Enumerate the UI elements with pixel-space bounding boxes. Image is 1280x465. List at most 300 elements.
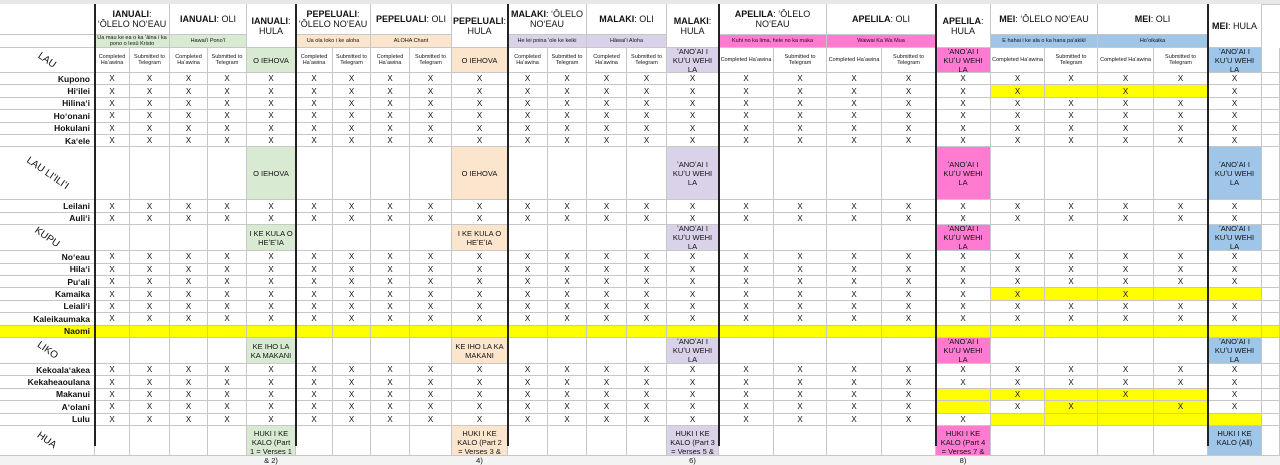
check-cell[interactable]: X [627,376,667,388]
check-cell[interactable]: X [208,110,247,122]
check-cell[interactable]: X [719,85,774,97]
check-cell[interactable]: X [936,123,991,135]
check-cell[interactable]: X [1045,123,1098,135]
check-cell[interactable]: X [587,135,627,147]
check-cell[interactable]: X [247,135,296,147]
check-cell[interactable]: X [452,376,508,388]
check-cell[interactable]: X [130,98,170,110]
check-cell[interactable]: X [827,414,882,426]
check-cell[interactable]: X [95,301,130,313]
check-cell[interactable]: X [95,200,130,212]
check-cell[interactable]: X [130,288,170,300]
month-subtitle[interactable]: Kuhi no ka lima, hele no ka maka [719,35,827,48]
check-cell[interactable]: X [1208,401,1262,413]
check-cell[interactable]: X [410,200,452,212]
check-cell[interactable]: X [1098,251,1154,263]
check-cell[interactable]: X [371,73,410,85]
check-cell[interactable]: X [1208,98,1262,110]
empty-cell[interactable] [410,225,452,251]
student-name[interactable]: Lulu [0,414,95,426]
check-cell[interactable]: X [827,313,882,325]
check-cell[interactable]: X [371,414,410,426]
check-cell[interactable] [1154,414,1208,426]
check-cell[interactable]: X [1154,123,1208,135]
check-cell[interactable]: X [333,200,371,212]
check-cell[interactable]: X [548,251,587,263]
check-cell[interactable]: X [1154,364,1208,376]
check-cell[interactable]: X [130,389,170,401]
hula-song-cell[interactable]: O IEHOVA [247,147,296,200]
check-cell[interactable]: X [371,313,410,325]
check-cell[interactable]: X [371,376,410,388]
check-cell[interactable] [1154,389,1208,401]
check-cell[interactable]: X [95,376,130,388]
check-cell[interactable]: X [719,313,774,325]
empty-cell[interactable] [508,225,548,251]
check-cell[interactable]: X [991,264,1045,276]
check-cell[interactable]: X [719,213,774,225]
check-cell[interactable]: X [170,98,208,110]
check-cell[interactable]: X [667,213,719,225]
hula-song-cell[interactable]: HUKI I KE KALO (Part 1 = Verses 1 & 2) [247,426,296,456]
hula-song-cell[interactable]: ʻANOʻAI I KUʻU WEHI LA [667,225,719,251]
empty-cell[interactable] [1045,225,1098,251]
check-cell[interactable]: X [130,313,170,325]
empty-cell[interactable] [548,426,587,456]
check-cell[interactable]: X [882,401,936,413]
check-cell[interactable]: X [936,264,991,276]
check-cell[interactable]: X [627,73,667,85]
check-cell[interactable]: X [882,264,936,276]
empty-cell[interactable] [410,147,452,200]
check-cell[interactable] [130,326,170,338]
student-name[interactable]: Makanui [0,389,95,401]
empty-cell[interactable] [130,426,170,456]
check-cell[interactable]: X [1154,110,1208,122]
empty-cell[interactable] [548,225,587,251]
check-cell[interactable] [410,326,452,338]
check-cell[interactable]: X [587,389,627,401]
check-cell[interactable]: X [130,364,170,376]
check-cell[interactable]: X [1154,264,1208,276]
check-cell[interactable]: X [627,135,667,147]
check-cell[interactable] [1045,414,1098,426]
check-cell[interactable]: X [333,313,371,325]
check-cell[interactable]: X [667,301,719,313]
check-cell[interactable]: X [827,364,882,376]
check-cell[interactable]: X [548,85,587,97]
check-cell[interactable]: X [508,301,548,313]
check-cell[interactable]: X [247,313,296,325]
empty-cell[interactable] [1045,147,1098,200]
month-header[interactable] [452,4,508,48]
check-cell[interactable]: X [936,301,991,313]
empty-cell[interactable] [1154,225,1208,251]
check-cell[interactable]: X [667,364,719,376]
hula-song-cell[interactable]: KE IHO LA KA MAKANI [452,338,508,364]
check-cell[interactable]: X [827,251,882,263]
check-cell[interactable]: X [991,401,1045,413]
check-cell[interactable]: X [627,364,667,376]
check-cell[interactable]: X [936,364,991,376]
student-name[interactable]: Leialiʻi [0,301,95,313]
check-cell[interactable]: X [247,414,296,426]
check-cell[interactable]: X [95,389,130,401]
check-cell[interactable]: X [774,85,827,97]
empty-cell[interactable] [333,225,371,251]
check-cell[interactable]: X [587,301,627,313]
check-cell[interactable]: X [1154,135,1208,147]
check-cell[interactable]: X [170,110,208,122]
check-cell[interactable]: X [452,288,508,300]
check-cell[interactable]: X [95,213,130,225]
check-cell[interactable]: X [882,288,936,300]
check-cell[interactable]: X [130,301,170,313]
check-cell[interactable]: X [667,73,719,85]
check-cell[interactable]: X [410,123,452,135]
check-cell[interactable]: X [587,401,627,413]
check-cell[interactable]: X [130,414,170,426]
check-cell[interactable]: X [1208,264,1262,276]
check-cell[interactable]: X [587,364,627,376]
check-cell[interactable]: X [371,213,410,225]
check-cell[interactable]: X [667,98,719,110]
check-cell[interactable]: X [774,288,827,300]
check-cell[interactable]: X [882,251,936,263]
month-subtitle[interactable]: Ua mau ke ea o ka ʻāina i ka pono o Iesū Kristo [95,35,170,48]
check-cell[interactable]: X [130,85,170,97]
check-cell[interactable]: X [247,364,296,376]
check-cell[interactable]: X [508,401,548,413]
check-cell[interactable]: X [1154,376,1208,388]
check-cell[interactable]: X [130,200,170,212]
check-cell[interactable]: X [208,73,247,85]
check-cell[interactable]: X [774,301,827,313]
empty-cell[interactable] [508,338,548,364]
empty-cell[interactable] [170,338,208,364]
check-cell[interactable]: X [333,73,371,85]
empty-cell[interactable] [827,338,882,364]
check-cell[interactable]: X [452,301,508,313]
check-cell[interactable]: X [719,401,774,413]
check-cell[interactable]: X [667,110,719,122]
empty-cell[interactable] [827,147,882,200]
check-cell[interactable]: X [208,213,247,225]
student-name[interactable]: Hiʻilei [0,85,95,97]
check-cell[interactable]: X [371,110,410,122]
check-cell[interactable]: X [296,376,333,388]
check-cell[interactable]: X [719,288,774,300]
check-cell[interactable]: X [130,110,170,122]
empty-cell[interactable] [170,147,208,200]
check-cell[interactable]: X [1098,135,1154,147]
month-header[interactable] [827,4,936,35]
check-cell[interactable]: X [774,401,827,413]
check-cell[interactable]: X [333,264,371,276]
empty-cell[interactable] [1154,426,1208,456]
empty-cell[interactable] [296,147,333,200]
empty-cell[interactable] [882,338,936,364]
check-cell[interactable]: X [827,301,882,313]
check-cell[interactable]: X [719,264,774,276]
check-cell[interactable]: X [170,401,208,413]
check-cell[interactable]: X [1208,213,1262,225]
check-cell[interactable]: X [991,251,1045,263]
check-cell[interactable]: X [508,200,548,212]
check-cell[interactable]: X [587,110,627,122]
check-cell[interactable]: X [170,251,208,263]
check-cell[interactable]: X [991,85,1045,97]
check-cell[interactable]: X [247,301,296,313]
check-cell[interactable]: X [130,135,170,147]
check-cell[interactable]: X [508,376,548,388]
check-cell[interactable]: X [452,110,508,122]
check-cell[interactable]: X [333,288,371,300]
check-cell[interactable]: X [1208,376,1262,388]
check-cell[interactable]: X [247,251,296,263]
check-cell[interactable]: X [719,135,774,147]
check-cell[interactable]: X [170,85,208,97]
month-header[interactable] [508,4,587,35]
check-cell[interactable]: X [1098,276,1154,288]
check-cell[interactable]: X [333,301,371,313]
check-cell[interactable]: X [296,110,333,122]
check-cell[interactable]: X [1045,251,1098,263]
month-subtitle[interactable]: E hahai i ke ala o ka hana paʻakikī [991,35,1098,48]
month-header[interactable] [95,4,170,35]
check-cell[interactable]: X [587,200,627,212]
hula-song-cell[interactable]: O IEHOVA [452,147,508,200]
check-cell[interactable]: X [936,135,991,147]
check-cell[interactable]: X [1154,213,1208,225]
check-cell[interactable]: X [936,110,991,122]
check-cell[interactable]: X [508,98,548,110]
month-header[interactable] [1208,4,1262,48]
empty-cell[interactable] [1154,147,1208,200]
check-cell[interactable]: X [667,288,719,300]
check-cell[interactable]: X [627,200,667,212]
check-cell[interactable]: X [991,200,1045,212]
check-cell[interactable]: X [548,98,587,110]
check-cell[interactable]: X [333,376,371,388]
check-cell[interactable]: X [410,414,452,426]
check-cell[interactable]: X [587,73,627,85]
check-cell[interactable]: X [1208,85,1262,97]
check-cell[interactable]: X [95,276,130,288]
check-cell[interactable]: X [410,276,452,288]
check-cell[interactable]: X [410,389,452,401]
empty-cell[interactable] [170,225,208,251]
check-cell[interactable]: X [882,301,936,313]
check-cell[interactable]: X [1208,364,1262,376]
check-cell[interactable]: X [774,213,827,225]
check-cell[interactable]: X [719,301,774,313]
month-header[interactable] [371,4,452,35]
check-cell[interactable]: X [1098,389,1154,401]
check-cell[interactable]: X [410,364,452,376]
student-name[interactable]: Naomi [0,326,95,338]
student-name[interactable]: Kekaheaoulana [0,376,95,388]
check-cell[interactable] [936,401,991,413]
check-cell[interactable]: X [208,85,247,97]
check-cell[interactable] [827,326,882,338]
month-subtitle[interactable]: Hoʻoikaika [1098,35,1208,48]
check-cell[interactable]: X [410,98,452,110]
check-cell[interactable]: X [936,85,991,97]
check-cell[interactable]: X [296,98,333,110]
check-cell[interactable]: X [882,85,936,97]
check-cell[interactable]: X [991,135,1045,147]
empty-cell[interactable] [627,338,667,364]
check-cell[interactable] [1045,288,1098,300]
check-cell[interactable]: X [882,213,936,225]
check-cell[interactable]: X [1098,264,1154,276]
empty-cell[interactable] [130,225,170,251]
hula-song-cell[interactable]: ʻANOʻAI I KUʻU WEHI LA [1208,48,1262,73]
check-cell[interactable]: X [991,288,1045,300]
empty-cell[interactable] [719,426,774,456]
check-cell[interactable]: X [296,200,333,212]
empty-cell[interactable] [296,225,333,251]
check-cell[interactable]: X [774,264,827,276]
check-cell[interactable] [208,326,247,338]
check-cell[interactable]: X [95,288,130,300]
check-cell[interactable]: X [667,123,719,135]
student-name[interactable]: Hilinaʻi [0,98,95,110]
check-cell[interactable]: X [208,288,247,300]
check-cell[interactable]: X [627,288,667,300]
check-cell[interactable]: X [208,376,247,388]
check-cell[interactable]: X [548,213,587,225]
check-cell[interactable]: X [1098,200,1154,212]
check-cell[interactable]: X [774,251,827,263]
check-cell[interactable]: X [95,264,130,276]
check-cell[interactable]: X [936,200,991,212]
check-cell[interactable]: X [247,376,296,388]
check-cell[interactable]: X [719,389,774,401]
check-cell[interactable]: X [508,364,548,376]
check-cell[interactable]: X [410,401,452,413]
month-subtitle[interactable]: Waiwai Ka Wa Mua [827,35,936,48]
check-cell[interactable]: X [774,135,827,147]
check-cell[interactable]: X [774,376,827,388]
empty-cell[interactable] [587,426,627,456]
student-name[interactable]: Puʻali [0,276,95,288]
hula-song-cell[interactable]: O IEHOVA [247,48,296,73]
check-cell[interactable]: X [548,123,587,135]
check-cell[interactable]: X [1208,389,1262,401]
check-cell[interactable] [247,326,296,338]
check-cell[interactable]: X [1045,301,1098,313]
empty-cell[interactable] [587,225,627,251]
check-cell[interactable]: X [208,364,247,376]
check-cell[interactable]: X [296,73,333,85]
check-cell[interactable]: X [296,135,333,147]
check-cell[interactable]: X [1154,276,1208,288]
check-cell[interactable]: X [1208,276,1262,288]
check-cell[interactable]: X [333,276,371,288]
check-cell[interactable]: X [333,135,371,147]
check-cell[interactable]: X [991,389,1045,401]
check-cell[interactable]: X [827,213,882,225]
check-cell[interactable]: X [548,200,587,212]
check-cell[interactable]: X [587,376,627,388]
check-cell[interactable]: X [627,213,667,225]
student-name[interactable]: Kaleikaumaka [0,313,95,325]
check-cell[interactable]: X [882,376,936,388]
empty-cell[interactable] [95,225,130,251]
check-cell[interactable]: X [170,301,208,313]
check-cell[interactable]: X [333,110,371,122]
check-cell[interactable]: X [130,213,170,225]
month-header[interactable] [719,4,827,35]
check-cell[interactable]: X [247,276,296,288]
check-cell[interactable]: X [508,414,548,426]
month-header[interactable] [247,4,296,48]
empty-cell[interactable] [1098,225,1154,251]
empty-cell[interactable] [296,338,333,364]
check-cell[interactable]: X [882,73,936,85]
check-cell[interactable]: X [1208,73,1262,85]
check-cell[interactable]: X [1045,313,1098,325]
hula-song-cell[interactable]: ʻANOʻAI I KUʻU WEHI LA [1208,147,1262,200]
empty-cell[interactable] [95,338,130,364]
student-name[interactable]: Noʻeau [0,251,95,263]
check-cell[interactable]: X [548,264,587,276]
check-cell[interactable]: X [371,364,410,376]
check-cell[interactable]: X [296,389,333,401]
check-cell[interactable]: X [627,401,667,413]
check-cell[interactable]: X [371,251,410,263]
empty-cell[interactable] [548,338,587,364]
student-name[interactable]: Kaʻele [0,135,95,147]
check-cell[interactable]: X [508,85,548,97]
hula-song-cell[interactable]: I KE KULA O HEʻEʻIA [247,225,296,251]
check-cell[interactable]: X [667,264,719,276]
check-cell[interactable]: X [1154,251,1208,263]
check-cell[interactable]: X [936,288,991,300]
check-cell[interactable] [1045,85,1098,97]
check-cell[interactable]: X [627,110,667,122]
check-cell[interactable]: X [882,313,936,325]
check-cell[interactable]: X [1045,376,1098,388]
check-cell[interactable]: X [667,414,719,426]
student-name[interactable]: Aʻolani [0,401,95,413]
empty-cell[interactable] [774,225,827,251]
check-cell[interactable]: X [1208,301,1262,313]
check-cell[interactable]: X [95,401,130,413]
check-cell[interactable]: X [882,98,936,110]
empty-cell[interactable] [1045,426,1098,456]
check-cell[interactable] [991,326,1045,338]
check-cell[interactable]: X [627,301,667,313]
check-cell[interactable]: X [371,401,410,413]
check-cell[interactable]: X [410,110,452,122]
check-cell[interactable]: X [296,264,333,276]
check-cell[interactable]: X [991,110,1045,122]
check-cell[interactable] [1098,414,1154,426]
check-cell[interactable]: X [95,123,130,135]
check-cell[interactable]: X [774,123,827,135]
check-cell[interactable]: X [1208,135,1262,147]
check-cell[interactable]: X [882,389,936,401]
check-cell[interactable] [1208,414,1262,426]
empty-cell[interactable] [719,147,774,200]
student-name[interactable]: Hoʻonani [0,110,95,122]
check-cell[interactable]: X [170,414,208,426]
check-cell[interactable]: X [296,301,333,313]
check-cell[interactable]: X [1045,401,1098,413]
